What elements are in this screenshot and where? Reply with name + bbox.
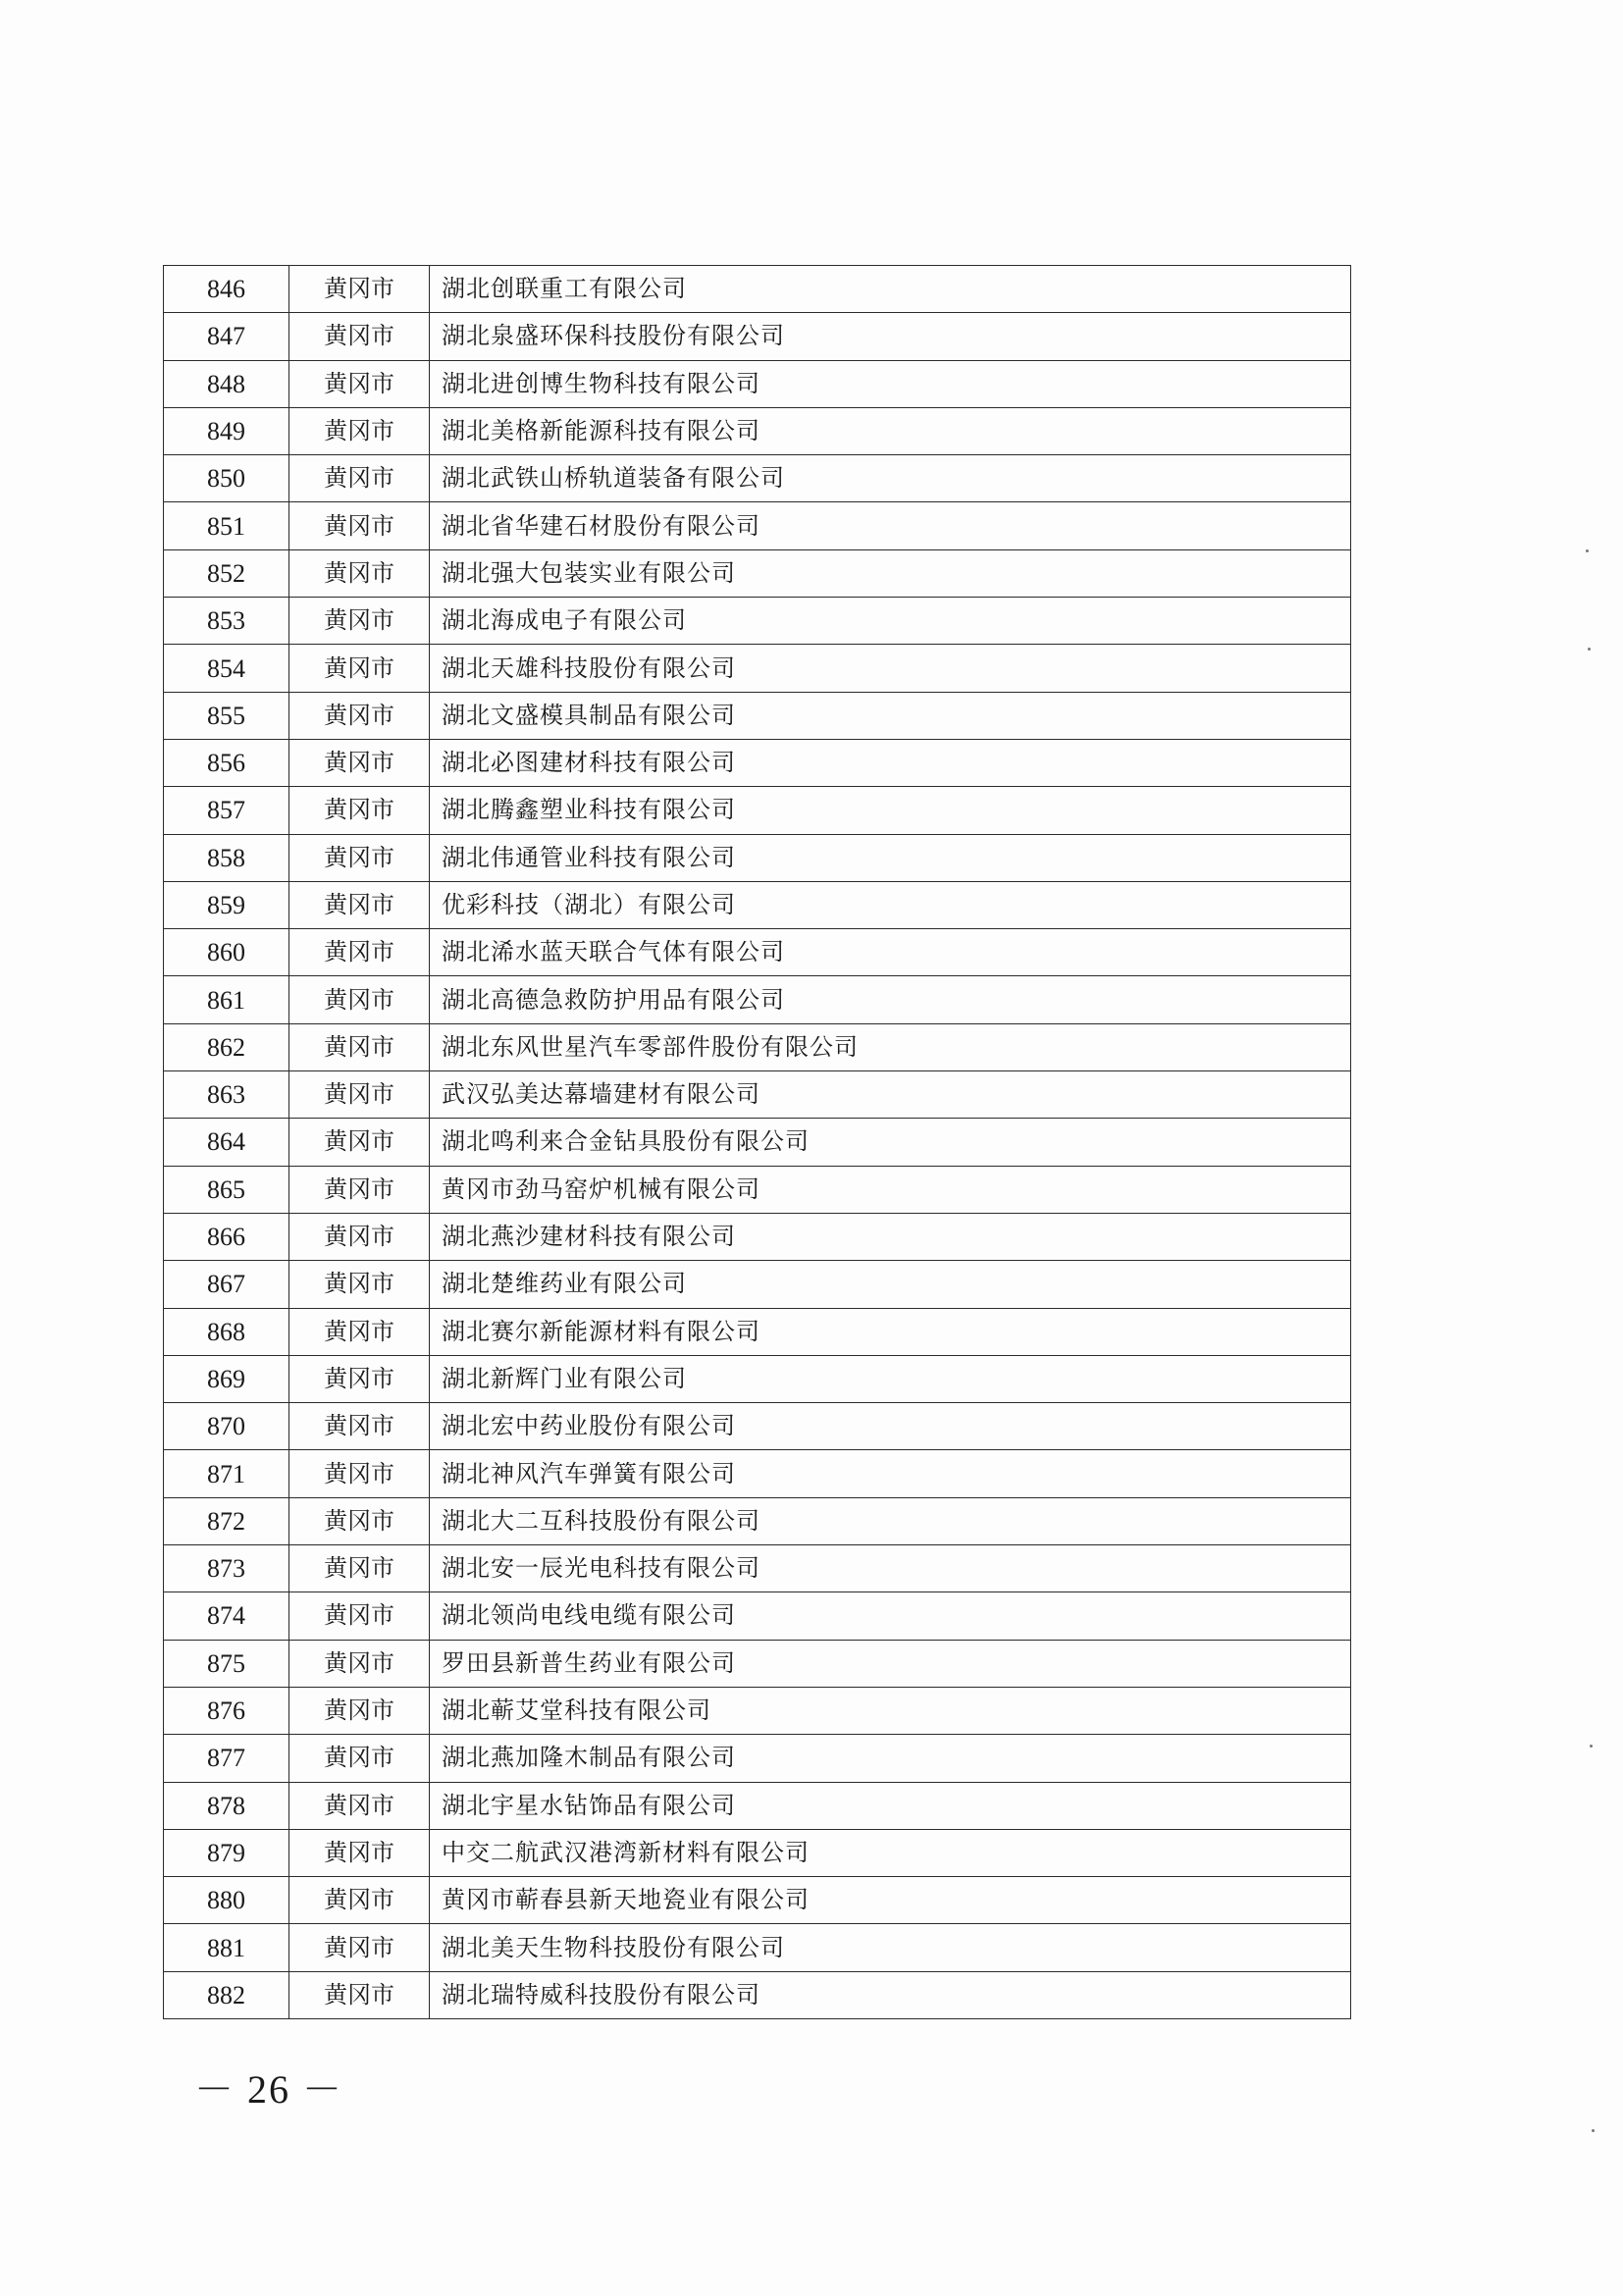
row-number: 862 [164, 1023, 289, 1070]
row-city: 黄冈市 [289, 1829, 430, 1876]
row-company-name: 湖北大二互科技股份有限公司 [430, 1497, 1351, 1544]
row-number: 879 [164, 1829, 289, 1876]
row-company-name: 湖北美格新能源科技有限公司 [430, 407, 1351, 454]
row-company-name: 湖北神风汽车弹簧有限公司 [430, 1450, 1351, 1497]
row-company-name: 湖北鸣利来合金钻具股份有限公司 [430, 1119, 1351, 1166]
row-city: 黄冈市 [289, 1924, 430, 1971]
table-row [164, 1308, 1351, 1355]
row-city: 黄冈市 [289, 502, 430, 549]
row-company-name: 黄冈市劲马窑炉机械有限公司 [430, 1166, 1351, 1213]
row-number: 863 [164, 1071, 289, 1119]
row-company-name: 湖北瑞特威科技股份有限公司 [430, 1971, 1351, 2018]
table-row [164, 360, 1351, 407]
row-number: 861 [164, 976, 289, 1023]
table-row [164, 1261, 1351, 1308]
row-city: 黄冈市 [289, 1119, 430, 1166]
row-city: 黄冈市 [289, 1403, 430, 1450]
row-company-name: 湖北美天生物科技股份有限公司 [430, 1924, 1351, 1971]
row-company-name: 湖北安一辰光电科技有限公司 [430, 1545, 1351, 1592]
row-company-name: 优彩科技（湖北）有限公司 [430, 881, 1351, 928]
row-company-name: 武汉弘美达幕墙建材有限公司 [430, 1071, 1351, 1119]
row-number: 882 [164, 1971, 289, 2018]
row-city: 黄冈市 [289, 1497, 430, 1544]
row-company-name: 湖北武铁山桥轨道装备有限公司 [430, 455, 1351, 502]
row-number: 846 [164, 266, 289, 313]
table-row [164, 455, 1351, 502]
row-company-name: 湖北腾鑫塑业科技有限公司 [430, 787, 1351, 834]
table-row [164, 549, 1351, 597]
row-company-name: 湖北领尚电线电缆有限公司 [430, 1592, 1351, 1640]
row-number: 867 [164, 1261, 289, 1308]
row-city: 黄冈市 [289, 1877, 430, 1924]
row-number: 847 [164, 313, 289, 360]
table-row [164, 1829, 1351, 1876]
row-city: 黄冈市 [289, 645, 430, 692]
row-company-name: 中交二航武汉港湾新材料有限公司 [430, 1829, 1351, 1876]
row-company-name: 湖北海成电子有限公司 [430, 598, 1351, 645]
row-company-name: 湖北高德急救防护用品有限公司 [430, 976, 1351, 1023]
row-company-name: 湖北新辉门业有限公司 [430, 1355, 1351, 1402]
row-company-name: 湖北泉盛环保科技股份有限公司 [430, 313, 1351, 360]
row-number: 866 [164, 1213, 289, 1260]
row-city: 黄冈市 [289, 598, 430, 645]
row-number: 849 [164, 407, 289, 454]
row-company-name: 湖北浠水蓝天联合气体有限公司 [430, 929, 1351, 976]
table-row [164, 266, 1351, 313]
row-city: 黄冈市 [289, 549, 430, 597]
scan-speck-decoration [1586, 549, 1589, 552]
row-company-name: 湖北创联重工有限公司 [430, 266, 1351, 313]
table-body [164, 266, 1351, 2019]
row-city: 黄冈市 [289, 266, 430, 313]
row-city: 黄冈市 [289, 1735, 430, 1782]
row-number: 852 [164, 549, 289, 597]
row-city: 黄冈市 [289, 1545, 430, 1592]
scan-speck-decoration [1590, 1745, 1593, 1748]
row-number: 869 [164, 1355, 289, 1402]
row-city: 黄冈市 [289, 1592, 430, 1640]
table-row [164, 1403, 1351, 1450]
row-city: 黄冈市 [289, 787, 430, 834]
row-number: 881 [164, 1924, 289, 1971]
row-number: 870 [164, 1403, 289, 1450]
row-city: 黄冈市 [289, 455, 430, 502]
row-city: 黄冈市 [289, 1071, 430, 1119]
table-row [164, 739, 1351, 786]
table-row [164, 1023, 1351, 1070]
table-row [164, 1592, 1351, 1640]
table-row [164, 1497, 1351, 1544]
row-number: 859 [164, 881, 289, 928]
row-city: 黄冈市 [289, 360, 430, 407]
row-city: 黄冈市 [289, 1782, 430, 1829]
row-city: 黄冈市 [289, 739, 430, 786]
row-number: 854 [164, 645, 289, 692]
row-city: 黄冈市 [289, 1450, 430, 1497]
table-row [164, 1166, 1351, 1213]
table-row [164, 313, 1351, 360]
row-city: 黄冈市 [289, 407, 430, 454]
table-row [164, 1213, 1351, 1260]
table-row [164, 929, 1351, 976]
row-city: 黄冈市 [289, 1308, 430, 1355]
row-company-name: 湖北燕加隆木制品有限公司 [430, 1735, 1351, 1782]
row-city: 黄冈市 [289, 976, 430, 1023]
row-number: 858 [164, 834, 289, 881]
table-row [164, 1735, 1351, 1782]
row-number: 857 [164, 787, 289, 834]
row-city: 黄冈市 [289, 692, 430, 739]
row-company-name: 湖北宏中药业股份有限公司 [430, 1403, 1351, 1450]
row-number: 874 [164, 1592, 289, 1640]
table-row [164, 1450, 1351, 1497]
row-number: 878 [164, 1782, 289, 1829]
row-company-name: 湖北文盛模具制品有限公司 [430, 692, 1351, 739]
row-city: 黄冈市 [289, 1213, 430, 1260]
table-row [164, 1782, 1351, 1829]
table-row [164, 1545, 1351, 1592]
row-company-name: 湖北楚维药业有限公司 [430, 1261, 1351, 1308]
table-row [164, 502, 1351, 549]
table-row [164, 1877, 1351, 1924]
row-number: 880 [164, 1877, 289, 1924]
row-number: 848 [164, 360, 289, 407]
table-row [164, 1687, 1351, 1734]
table-row [164, 1355, 1351, 1402]
row-company-name: 湖北宇星水钻饰品有限公司 [430, 1782, 1351, 1829]
row-city: 黄冈市 [289, 1971, 430, 2018]
row-city: 黄冈市 [289, 1687, 430, 1734]
table-row [164, 645, 1351, 692]
row-number: 872 [164, 1497, 289, 1544]
table-row [164, 881, 1351, 928]
company-list-table-wrapper [163, 265, 1350, 2019]
row-number: 850 [164, 455, 289, 502]
row-company-name: 湖北省华建石材股份有限公司 [430, 502, 1351, 549]
table-row [164, 407, 1351, 454]
scan-speck-decoration [1592, 2129, 1595, 2132]
company-list-table [163, 265, 1351, 2019]
row-city: 黄冈市 [289, 1166, 430, 1213]
row-number: 868 [164, 1308, 289, 1355]
table-row [164, 1071, 1351, 1119]
table-row [164, 1119, 1351, 1166]
row-city: 黄冈市 [289, 1640, 430, 1687]
table-row [164, 787, 1351, 834]
row-company-name: 湖北必图建材科技有限公司 [430, 739, 1351, 786]
row-number: 860 [164, 929, 289, 976]
row-company-name: 湖北伟通管业科技有限公司 [430, 834, 1351, 881]
row-company-name: 湖北天雄科技股份有限公司 [430, 645, 1351, 692]
page-number: － 26 － [194, 2067, 343, 2112]
row-company-name: 湖北赛尔新能源材料有限公司 [430, 1308, 1351, 1355]
row-city: 黄冈市 [289, 313, 430, 360]
row-city: 黄冈市 [289, 1355, 430, 1402]
row-company-name: 湖北强大包装实业有限公司 [430, 549, 1351, 597]
table-row [164, 692, 1351, 739]
row-number: 873 [164, 1545, 289, 1592]
table-row [164, 598, 1351, 645]
row-company-name: 湖北东风世星汽车零部件股份有限公司 [430, 1023, 1351, 1070]
row-number: 871 [164, 1450, 289, 1497]
row-number: 875 [164, 1640, 289, 1687]
table-row [164, 1640, 1351, 1687]
row-city: 黄冈市 [289, 1023, 430, 1070]
row-company-name: 黄冈市蕲春县新天地瓷业有限公司 [430, 1877, 1351, 1924]
row-number: 856 [164, 739, 289, 786]
scan-speck-decoration [1588, 648, 1591, 651]
table-row [164, 976, 1351, 1023]
row-company-name: 罗田县新普生药业有限公司 [430, 1640, 1351, 1687]
row-number: 877 [164, 1735, 289, 1782]
row-company-name: 湖北蕲艾堂科技有限公司 [430, 1687, 1351, 1734]
row-number: 855 [164, 692, 289, 739]
row-number: 876 [164, 1687, 289, 1734]
row-number: 853 [164, 598, 289, 645]
row-company-name: 湖北进创博生物科技有限公司 [430, 360, 1351, 407]
row-city: 黄冈市 [289, 881, 430, 928]
row-city: 黄冈市 [289, 929, 430, 976]
row-city: 黄冈市 [289, 1261, 430, 1308]
row-number: 865 [164, 1166, 289, 1213]
row-city: 黄冈市 [289, 834, 430, 881]
table-row [164, 834, 1351, 881]
table-row [164, 1924, 1351, 1971]
table-row [164, 1971, 1351, 2018]
row-number: 851 [164, 502, 289, 549]
row-company-name: 湖北燕沙建材科技有限公司 [430, 1213, 1351, 1260]
row-number: 864 [164, 1119, 289, 1166]
